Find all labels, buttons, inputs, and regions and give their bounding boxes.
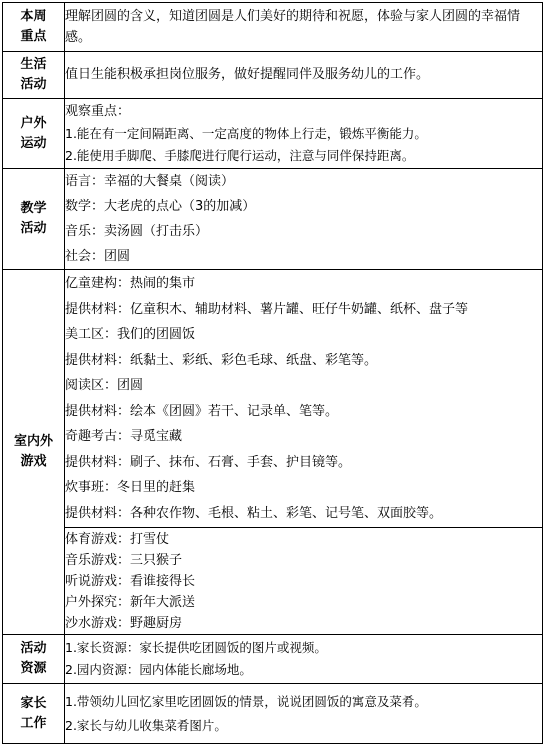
parent-work-line-1: 1.带领幼儿回忆家里吃团圆饭的情景，说说团圆饭的寓意及菜肴。: [65, 693, 427, 709]
label-games-text: 室内外 游戏: [13, 434, 53, 469]
content-life-activity: [65, 52, 543, 99]
weekly-focus-text: 理解团圆的含义，知道团圆是人们美好的期待和祝愿，体验与家人团圆的幸福情感。: [65, 9, 521, 45]
indoor-line-2: 提供材料：亿童积木、辅助材料、薯片罐、旺仔牛奶罐、纸杯、盘子等: [65, 301, 469, 317]
indoor-line-10: 提供材料：各种农作物、毛根、粘土、彩笔、记号笔、双面胶等。: [65, 505, 443, 521]
row-life-activity: [3, 52, 543, 99]
teaching-line-music: 音乐：卖汤圆（打击乐）: [65, 224, 209, 239]
outdoor-game-4: 户外探究：新年大派送: [65, 594, 196, 610]
indoor-line-8: 提供材料：刷子、抹布、石膏、手套、护目镜等。: [65, 454, 352, 470]
label-life-activity: [3, 52, 65, 99]
teaching-line-language: 语言：幸福的大餐桌（阅读）: [65, 174, 235, 189]
content-indoor-games: [65, 270, 543, 528]
content-parent-work: [65, 684, 543, 744]
label-teaching-activity: [3, 169, 65, 270]
label-weekly-focus: [3, 3, 65, 52]
label-teaching-activity-text: 教学 活动: [20, 201, 47, 236]
content-activity-resources: [65, 635, 543, 684]
parent-work-line-2: 2.家长与幼儿收集菜肴图片。: [65, 717, 227, 733]
indoor-line-3: 美工区：我们的团圆饭: [65, 327, 196, 342]
outdoor-game-2: 音乐游戏：三只猴子: [65, 552, 183, 568]
row-weekly-focus: [3, 3, 543, 52]
content-outdoor-exercise: [65, 99, 543, 169]
row-indoor-games: [3, 270, 543, 528]
label-activity-resources-text: 活动 资源: [20, 641, 47, 676]
indoor-line-4: 提供材料：纸黏土、彩纸、彩色毛球、纸盘、彩笔等。: [65, 352, 378, 368]
row-parent-work: [3, 684, 543, 744]
outdoor-game-3: 听说游戏：看谁接得长: [65, 573, 196, 589]
content-weekly-focus: [65, 3, 543, 52]
label-games: [3, 270, 65, 635]
row-activity-resources: [3, 635, 543, 684]
outdoor-game-1: 体育游戏：打雪仗: [65, 531, 170, 547]
resources-line-2: 2.园内资源：园内体能长廊场地。: [65, 662, 252, 677]
row-teaching-activity: [3, 169, 543, 270]
label-activity-resources: [3, 635, 65, 684]
indoor-line-7: 奇趣考古：寻觅宝藏: [65, 429, 183, 444]
outdoor-line-2: 1.能在有一定间隔距离、一定高度的物体上行走，锻炼平衡能力。: [65, 125, 427, 141]
outdoor-line-1: 观察重点：: [65, 103, 131, 119]
indoor-line-5: 阅读区：团圆: [65, 378, 144, 393]
resources-line-1: 1.家长资源：家长提供吃团圆饭的图片或视频。: [65, 640, 327, 655]
label-parent-work: [3, 684, 65, 744]
indoor-line-1: 亿童建构：热闹的集市: [65, 276, 196, 291]
row-outdoor-exercise: [3, 99, 543, 169]
label-outdoor-exercise-text: 户外 运动: [20, 115, 47, 151]
label-weekly-focus-text: 本周 重点: [20, 9, 47, 44]
row-outdoor-games: [3, 528, 543, 635]
outdoor-line-3: 2.能使用手脚爬、手膝爬进行爬行运动，注意与同伴保持距离。: [65, 147, 415, 163]
teaching-line-math: 数学：大老虎的点心（3的加减）: [65, 199, 256, 214]
indoor-line-6: 提供材料：绘本《团圆》若干、记录单、笔等。: [65, 403, 339, 419]
label-life-activity-text: 生活 活动: [20, 57, 47, 92]
label-outdoor-exercise: [3, 99, 65, 169]
content-outdoor-games: [65, 528, 543, 635]
teaching-line-social: 社会：团圆: [65, 249, 131, 264]
label-parent-work-text: 家长 工作: [20, 695, 47, 731]
outdoor-game-5: 沙水游戏：野趣厨房: [65, 615, 183, 631]
life-activity-text: 值日生能积极承担岗位服务，做好提醒同伴及服务幼儿的工作。: [65, 67, 430, 82]
content-teaching-activity: [65, 169, 543, 270]
weekly-plan-table: [2, 2, 543, 744]
indoor-line-9: 炊事班：冬日里的赶集: [65, 480, 196, 495]
